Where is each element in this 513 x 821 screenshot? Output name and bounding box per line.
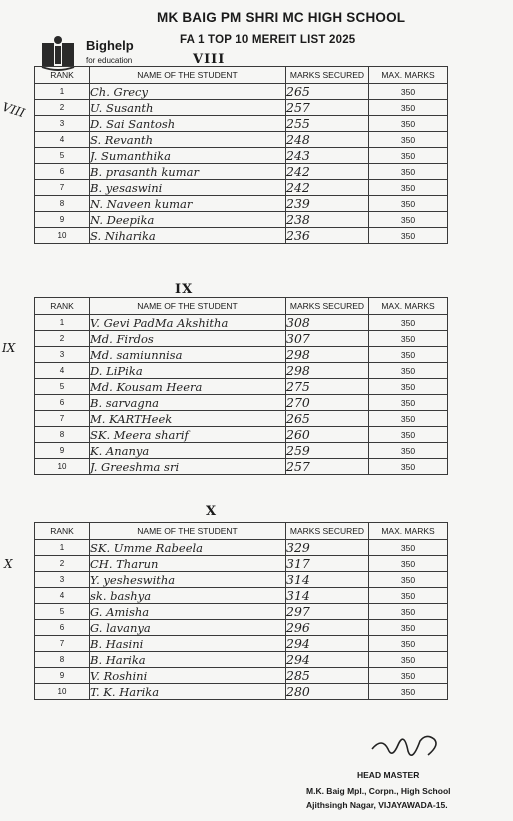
table-row bbox=[35, 164, 448, 180]
logo-name: Bighelp bbox=[86, 38, 134, 53]
max-marks-cell: 350 bbox=[369, 588, 448, 604]
student-name-cell: CH. Tharun bbox=[90, 556, 286, 572]
marks-cell: 307 bbox=[286, 331, 369, 347]
marks-cell: 298 bbox=[286, 363, 369, 379]
table-row bbox=[35, 331, 448, 347]
max-marks-cell: 350 bbox=[369, 379, 448, 395]
max-marks-cell: 350 bbox=[369, 331, 448, 347]
table-row bbox=[35, 315, 448, 331]
col-rank: RANK bbox=[35, 523, 90, 540]
student-name-cell: G. Amisha bbox=[90, 604, 286, 620]
student-name-cell: Md. samiunnisa bbox=[90, 347, 286, 363]
marks-cell: 270 bbox=[286, 395, 369, 411]
rows-viii bbox=[35, 84, 448, 244]
rank-cell: 5 bbox=[35, 379, 90, 395]
rank-cell: 1 bbox=[35, 84, 90, 100]
table-row bbox=[35, 395, 448, 411]
max-marks-cell: 350 bbox=[369, 196, 448, 212]
max-marks-cell: 350 bbox=[369, 315, 448, 331]
col-name: NAME OF THE STUDENT bbox=[90, 67, 286, 84]
rank-cell: 7 bbox=[35, 636, 90, 652]
marks-cell: 248 bbox=[286, 132, 369, 148]
student-name-cell: N. Naveen kumar bbox=[90, 196, 286, 212]
max-marks-cell: 350 bbox=[369, 363, 448, 379]
marks-cell: 314 bbox=[286, 572, 369, 588]
student-name-cell: V. Roshini bbox=[90, 668, 286, 684]
rank-cell: 9 bbox=[35, 443, 90, 459]
table-x bbox=[34, 522, 448, 700]
max-marks-cell: 350 bbox=[369, 652, 448, 668]
marks-cell: 265 bbox=[286, 411, 369, 427]
table-row bbox=[35, 636, 448, 652]
section-label-ix: IX bbox=[175, 282, 194, 297]
marks-cell: 255 bbox=[286, 116, 369, 132]
footer-line2: Ajithsingh Nagar, VIJAYAWADA-15. bbox=[306, 800, 448, 810]
marks-cell: 239 bbox=[286, 196, 369, 212]
table-row bbox=[35, 459, 448, 475]
col-rank: RANK bbox=[35, 298, 90, 315]
max-marks-cell: 350 bbox=[369, 100, 448, 116]
table-row bbox=[35, 347, 448, 363]
rank-cell: 6 bbox=[35, 164, 90, 180]
max-marks-cell: 350 bbox=[369, 668, 448, 684]
table-header-row bbox=[35, 523, 448, 540]
side-mark-x: X bbox=[4, 557, 13, 571]
student-name-cell: Ch. Grecy bbox=[90, 84, 286, 100]
student-name-cell: K. Ananya bbox=[90, 443, 286, 459]
marks-cell: 296 bbox=[286, 620, 369, 636]
rank-cell: 8 bbox=[35, 427, 90, 443]
table-row bbox=[35, 604, 448, 620]
table-row bbox=[35, 132, 448, 148]
marks-cell: 280 bbox=[286, 684, 369, 700]
school-name: MK BAIG PM SHRI MC HIGH SCHOOL bbox=[157, 10, 406, 25]
table-row bbox=[35, 572, 448, 588]
logo-tagline: for education bbox=[86, 56, 133, 65]
table-row bbox=[35, 228, 448, 244]
table-row bbox=[35, 379, 448, 395]
student-name-cell: T. K. Harika bbox=[90, 684, 286, 700]
table-row bbox=[35, 212, 448, 228]
max-marks-cell: 350 bbox=[369, 540, 448, 556]
student-name-cell: J. Greeshma sri bbox=[90, 459, 286, 475]
max-marks-cell: 350 bbox=[369, 347, 448, 363]
max-marks-cell: 350 bbox=[369, 459, 448, 475]
max-marks-cell: 350 bbox=[369, 620, 448, 636]
max-marks-cell: 350 bbox=[369, 556, 448, 572]
max-marks-cell: 350 bbox=[369, 395, 448, 411]
col-rank: RANK bbox=[35, 67, 90, 84]
table-row bbox=[35, 556, 448, 572]
col-max: MAX. MARKS bbox=[369, 67, 448, 84]
student-name-cell: Md. Firdos bbox=[90, 331, 286, 347]
student-name-cell: S. Revanth bbox=[90, 132, 286, 148]
rank-cell: 4 bbox=[35, 132, 90, 148]
student-name-cell: G. lavanya bbox=[90, 620, 286, 636]
max-marks-cell: 350 bbox=[369, 212, 448, 228]
rank-cell: 2 bbox=[35, 100, 90, 116]
max-marks-cell: 350 bbox=[369, 684, 448, 700]
col-name: NAME OF THE STUDENT bbox=[90, 523, 286, 540]
rank-cell: 8 bbox=[35, 196, 90, 212]
marks-cell: 257 bbox=[286, 100, 369, 116]
table-row bbox=[35, 84, 448, 100]
rank-cell: 4 bbox=[35, 363, 90, 379]
rank-cell: 5 bbox=[35, 604, 90, 620]
marks-cell: 314 bbox=[286, 588, 369, 604]
student-name-cell: U. Susanth bbox=[90, 100, 286, 116]
rank-cell: 7 bbox=[35, 411, 90, 427]
table-row bbox=[35, 668, 448, 684]
list-title: FA 1 TOP 10 MEREIT LIST 2025 bbox=[180, 34, 356, 46]
max-marks-cell: 350 bbox=[369, 164, 448, 180]
marks-cell: 294 bbox=[286, 636, 369, 652]
headmaster-signature bbox=[368, 727, 448, 772]
student-name-cell: B. Hasini bbox=[90, 636, 286, 652]
table-row bbox=[35, 100, 448, 116]
max-marks-cell: 350 bbox=[369, 636, 448, 652]
table-row bbox=[35, 148, 448, 164]
marks-cell: 243 bbox=[286, 148, 369, 164]
marks-cell: 260 bbox=[286, 427, 369, 443]
marks-cell: 308 bbox=[286, 315, 369, 331]
rank-cell: 10 bbox=[35, 459, 90, 475]
rank-cell: 1 bbox=[35, 540, 90, 556]
student-name-cell: J. Sumanthika bbox=[90, 148, 286, 164]
col-marks: MARKS SECURED bbox=[286, 67, 369, 84]
student-name-cell: N. Deepika bbox=[90, 212, 286, 228]
rank-cell: 9 bbox=[35, 668, 90, 684]
side-mark-viii: VIII bbox=[0, 99, 27, 121]
table-ix bbox=[34, 297, 448, 475]
table-row bbox=[35, 540, 448, 556]
max-marks-cell: 350 bbox=[369, 116, 448, 132]
rank-cell: 10 bbox=[35, 684, 90, 700]
student-name-cell: V. Gevi PadMa Akshitha bbox=[90, 315, 286, 331]
col-max: MAX. MARKS bbox=[369, 523, 448, 540]
marks-cell: 236 bbox=[286, 228, 369, 244]
student-name-cell: sk. bashya bbox=[90, 588, 286, 604]
marks-cell: 317 bbox=[286, 556, 369, 572]
max-marks-cell: 350 bbox=[369, 427, 448, 443]
rank-cell: 3 bbox=[35, 572, 90, 588]
marks-cell: 259 bbox=[286, 443, 369, 459]
rank-cell: 1 bbox=[35, 315, 90, 331]
student-name-cell: D. Sai Santosh bbox=[90, 116, 286, 132]
table-row bbox=[35, 443, 448, 459]
student-name-cell: M. KARTHeek bbox=[90, 411, 286, 427]
rank-cell: 6 bbox=[35, 620, 90, 636]
col-max: MAX. MARKS bbox=[369, 298, 448, 315]
rank-cell: 3 bbox=[35, 116, 90, 132]
student-name-cell: S. Niharika bbox=[90, 228, 286, 244]
table-header-row bbox=[35, 298, 448, 315]
rank-cell: 2 bbox=[35, 331, 90, 347]
table-row bbox=[35, 652, 448, 668]
marks-cell: 294 bbox=[286, 652, 369, 668]
student-name-cell: Y. yesheswitha bbox=[90, 572, 286, 588]
max-marks-cell: 350 bbox=[369, 411, 448, 427]
max-marks-cell: 350 bbox=[369, 443, 448, 459]
student-name-cell: SK. Umme Rabeela bbox=[90, 540, 286, 556]
table-row bbox=[35, 427, 448, 443]
marks-cell: 275 bbox=[286, 379, 369, 395]
rank-cell: 5 bbox=[35, 148, 90, 164]
student-name-cell: B. prasanth kumar bbox=[90, 164, 286, 180]
marks-cell: 329 bbox=[286, 540, 369, 556]
max-marks-cell: 350 bbox=[369, 84, 448, 100]
table-viii bbox=[34, 66, 448, 244]
rows-x bbox=[35, 540, 448, 700]
col-marks: MARKS SECURED bbox=[286, 523, 369, 540]
rank-cell: 7 bbox=[35, 180, 90, 196]
table-row bbox=[35, 588, 448, 604]
table-row bbox=[35, 620, 448, 636]
col-name: NAME OF THE STUDENT bbox=[90, 298, 286, 315]
student-name-cell: Md. Kousam Heera bbox=[90, 379, 286, 395]
rank-cell: 2 bbox=[35, 556, 90, 572]
marks-cell: 285 bbox=[286, 668, 369, 684]
marks-cell: 298 bbox=[286, 347, 369, 363]
marks-cell: 242 bbox=[286, 164, 369, 180]
footer-role: HEAD MASTER bbox=[357, 770, 420, 780]
rank-cell: 3 bbox=[35, 347, 90, 363]
table-row bbox=[35, 116, 448, 132]
footer-line1: M.K. Baig Mpl., Corpn., High School bbox=[306, 786, 451, 796]
student-name-cell: B. yesaswini bbox=[90, 180, 286, 196]
marks-cell: 297 bbox=[286, 604, 369, 620]
max-marks-cell: 350 bbox=[369, 604, 448, 620]
table-row bbox=[35, 684, 448, 700]
rank-cell: 6 bbox=[35, 395, 90, 411]
max-marks-cell: 350 bbox=[369, 228, 448, 244]
rank-cell: 10 bbox=[35, 228, 90, 244]
col-marks: MARKS SECURED bbox=[286, 298, 369, 315]
max-marks-cell: 350 bbox=[369, 132, 448, 148]
marks-cell: 257 bbox=[286, 459, 369, 475]
student-name-cell: SK. Meera sharif bbox=[90, 427, 286, 443]
section-label-x: X bbox=[206, 504, 218, 519]
rank-cell: 8 bbox=[35, 652, 90, 668]
table-row bbox=[35, 411, 448, 427]
table-header-row bbox=[35, 67, 448, 84]
rows-ix bbox=[35, 315, 448, 475]
table-row bbox=[35, 196, 448, 212]
marks-cell: 238 bbox=[286, 212, 369, 228]
max-marks-cell: 350 bbox=[369, 180, 448, 196]
marks-cell: 242 bbox=[286, 180, 369, 196]
table-row bbox=[35, 180, 448, 196]
rank-cell: 9 bbox=[35, 212, 90, 228]
max-marks-cell: 350 bbox=[369, 572, 448, 588]
rank-cell: 4 bbox=[35, 588, 90, 604]
student-name-cell: D. LiPika bbox=[90, 363, 286, 379]
section-label-viii: VIII bbox=[193, 52, 226, 67]
marks-cell: 265 bbox=[286, 84, 369, 100]
student-name-cell: B. sarvagna bbox=[90, 395, 286, 411]
table-row bbox=[35, 363, 448, 379]
student-name-cell: B. Harika bbox=[90, 652, 286, 668]
side-mark-ix: IX bbox=[2, 341, 16, 355]
max-marks-cell: 350 bbox=[369, 148, 448, 164]
